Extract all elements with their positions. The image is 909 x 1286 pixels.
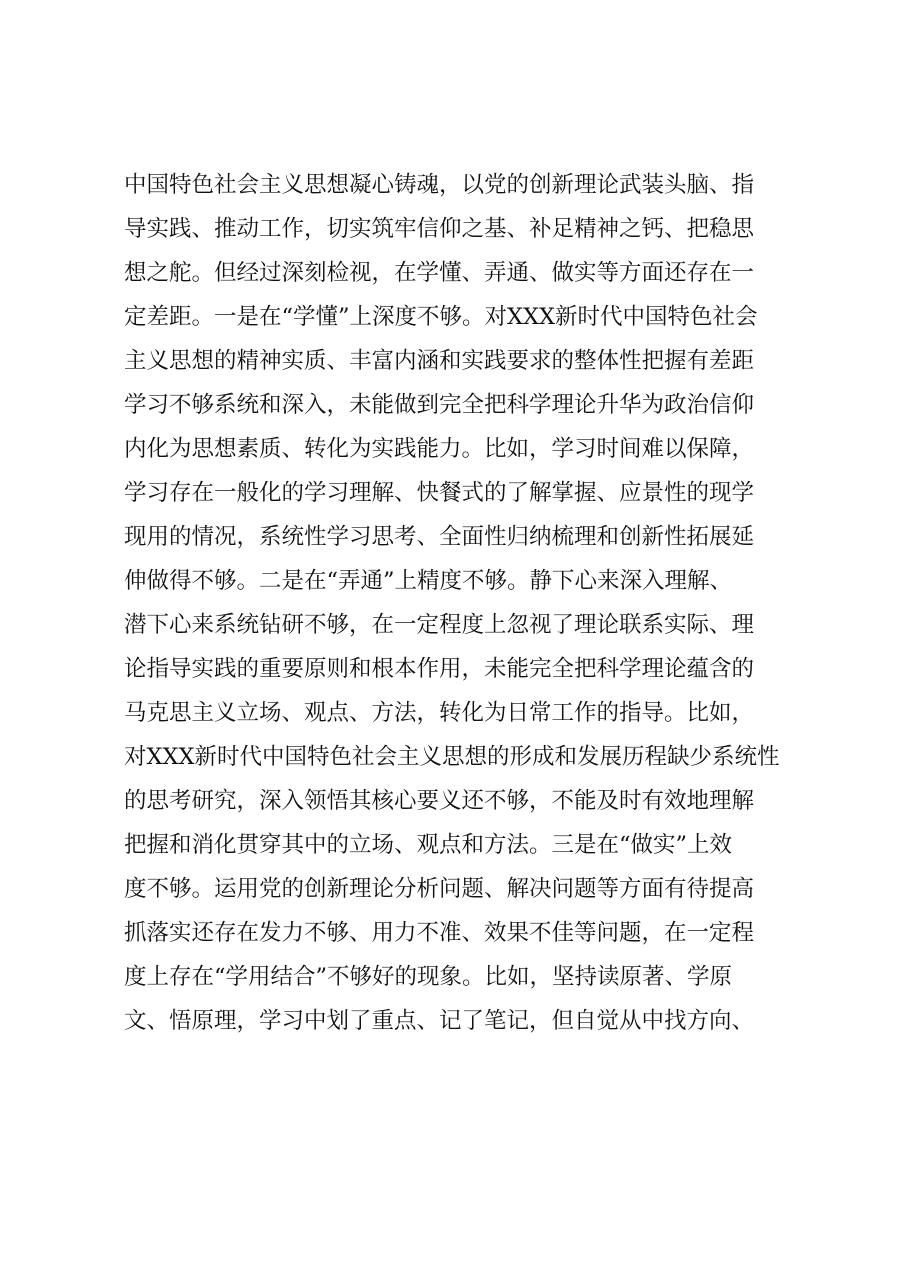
text-line: 马克思主义立场、观点、方法，转化为日常工作的指导。比如， xyxy=(124,700,755,726)
text-line: 对XXX新时代中国特色社会主义思想的形成和发展历程缺少系统性 xyxy=(124,744,780,770)
text-line: 把握和消化贯穿其中的立场、观点和方法。三是在“做实”上效 xyxy=(124,832,733,858)
text-line: 现用的情况，系统性学习思考、全面性归纳梳理和创新性拓展延 xyxy=(124,524,755,550)
text-line: 想之舵。但经过深刻检视，在学懂、弄通、做实等方面还存在一 xyxy=(124,260,755,286)
text-line: 潜下心来系统钻研不够，在一定程度上忽视了理论联系实际、理 xyxy=(124,612,755,638)
text-line: 的思考研究，深入领悟其核心要义还不够，不能及时有效地理解 xyxy=(124,788,755,814)
text-line: 主义思想的精神实质、丰富内涵和实践要求的整体性把握有差距 xyxy=(124,348,755,374)
text-line: 伸做得不够。二是在“弄通”上精度不够。静下心来深入理解、 xyxy=(124,568,733,594)
text-line: 度上存在“学用结合”不够好的现象。比如，坚持读原著、学原 xyxy=(124,964,733,990)
text-line: 定差距。一是在“学懂”上深度不够。对XXX新时代中国特色社会 xyxy=(124,304,758,330)
text-line: 中国特色社会主义思想凝心铸魂，以党的创新理论武装头脑、指 xyxy=(124,172,755,198)
text-line: 论指导实践的重要原则和根本作用，未能完全把科学理论蕴含的 xyxy=(124,656,755,682)
text-line: 度不够。运用党的创新理论分析问题、解决问题等方面有待提高 xyxy=(124,876,755,902)
body-paragraph xyxy=(124,163,824,1043)
text-line: 内化为思想素质、转化为实践能力。比如，学习时间难以保障， xyxy=(124,436,755,462)
text-line: 学习不够系统和深入，未能做到完全把科学理论升华为政治信仰 xyxy=(124,392,755,418)
text-line: 文、悟原理，学习中划了重点、记了笔记，但自觉从中找方向、 xyxy=(124,1008,755,1034)
text-line: 学习存在一般化的学习理解、快餐式的了解掌握、应景性的现学 xyxy=(124,480,755,506)
text-line: 导实践、推动工作，切实筑牢信仰之基、补足精神之钙、把稳思 xyxy=(124,216,755,242)
text-line: 抓落实还存在发力不够、用力不准、效果不佳等问题，在一定程 xyxy=(124,920,755,946)
